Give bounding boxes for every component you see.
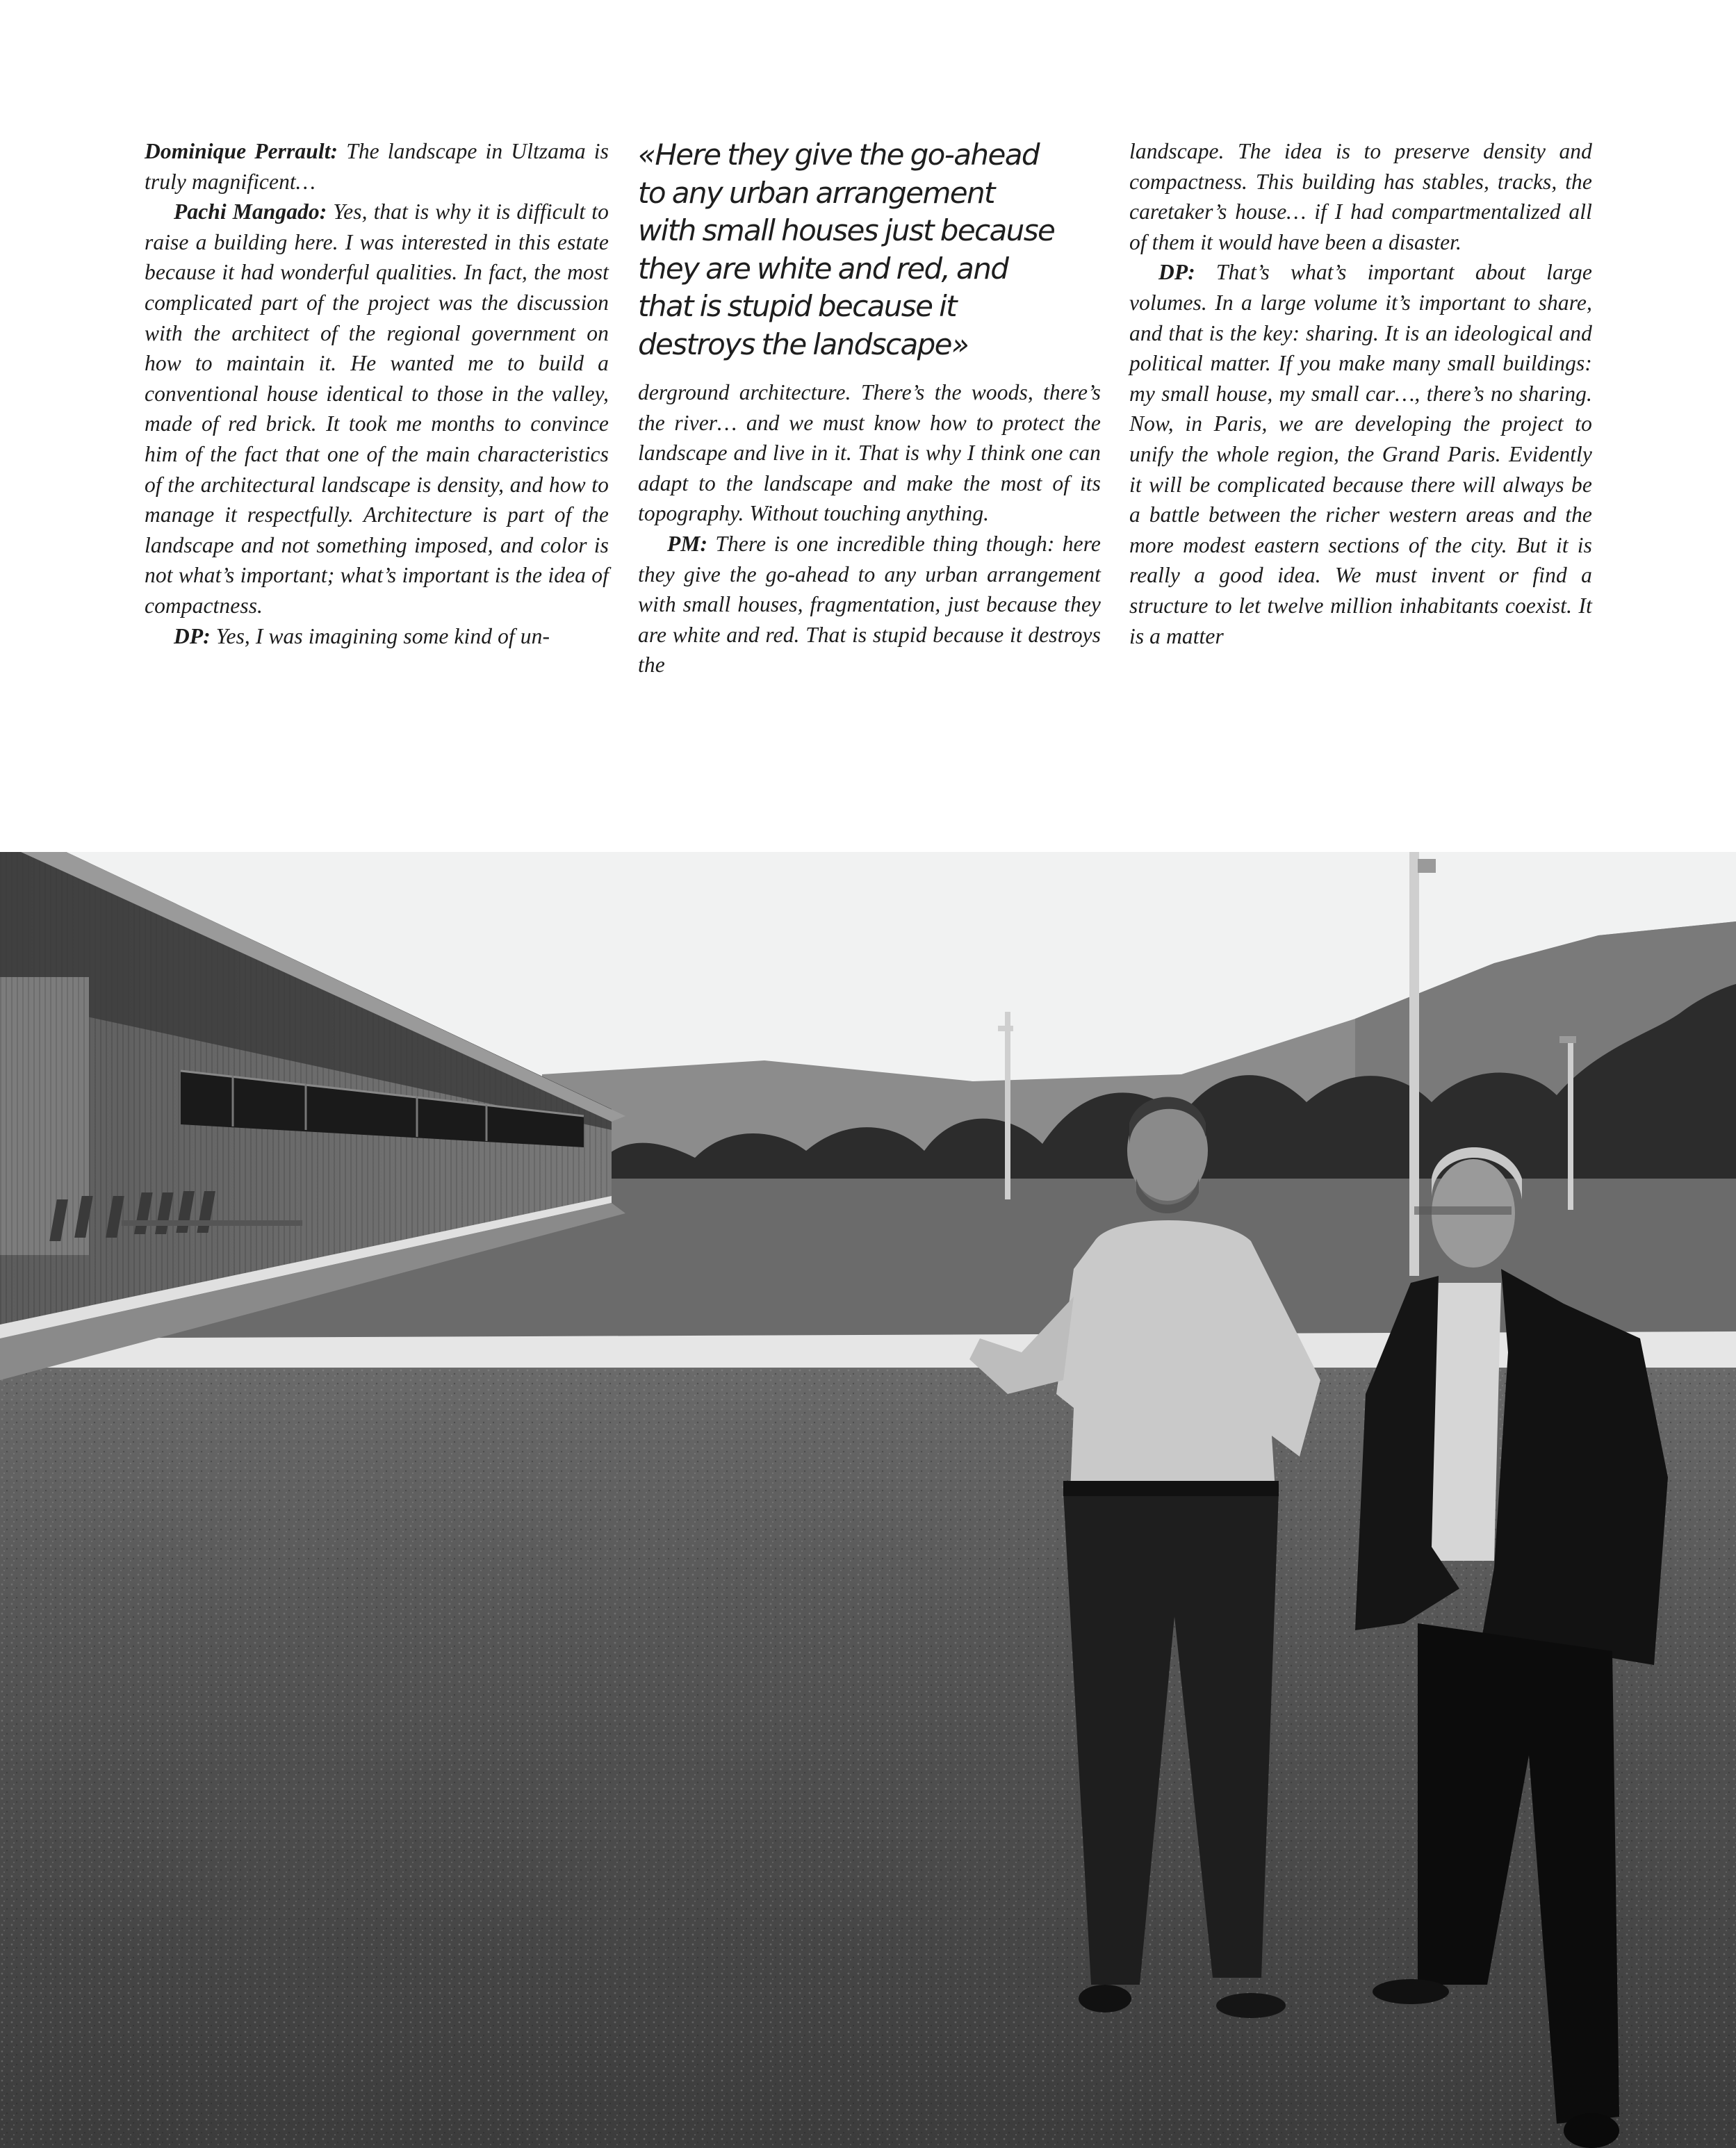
paragraph <box>638 529 1101 680</box>
paragraph-text: Yes, I was imagining some kind of un- <box>210 623 550 648</box>
speaker-name: Pachi Mangado: <box>174 199 327 224</box>
speaker-name: Dominique Perrault: <box>145 139 338 163</box>
text-column-3 <box>1129 136 1592 651</box>
pull-quote-line: that is stupid because it <box>638 289 957 323</box>
photo-illustration <box>0 852 1736 2148</box>
pull-quote-line: «Here they give the go-ahead <box>638 138 1039 172</box>
text-column-1 <box>145 136 609 651</box>
paragraph-text: derground architecture. There’s the woods, there’s the river… and we must know how to protect the landscape and live in it. That is why I think one can adapt to the landscape and make the most of its topography. Without touching anything. <box>638 380 1101 526</box>
paragraph-text: The landscape in Ultzama is truly magnificent… <box>145 139 609 194</box>
speaker-name: DP: <box>174 623 211 648</box>
paragraph-text: landscape. The idea is to preserve density and compactness. This building has stables, tracks, the caretaker’s house… if I had compartmentalized all of them it would have been a disaster. <box>1129 139 1592 254</box>
pull-quote-line: destroys the landscape» <box>638 327 969 361</box>
pull-quote <box>638 136 1101 363</box>
pull-quote-line: to any urban arrangement <box>638 175 994 210</box>
paragraph-text: Yes, that is why it is difficult to raise a building here. I was interested in this estate because it had wonderful qualities. In fact, the most complicated part of the project was the discussion with the architect of the regional government on how to maintain it. He wanted me to build a conventional house identical to those in the valley, made of red brick. It took me months to convince him of the fact that one of the main characteristics of the architectural landscape is density, and how to manage it respectfully. Architecture is part of the landscape and not something imposed, and color is not what’s important; what’s important is the idea of compactness. <box>145 199 609 618</box>
text-column-2 <box>638 136 1101 680</box>
speaker-name: PM: <box>667 531 708 556</box>
speaker-name: DP: <box>1158 260 1195 285</box>
pull-quote-line: they are white and red, and <box>638 251 1008 286</box>
paragraph-text: That’s what’s important about large volumes. In a large volume it’s important to share, and that is the key: sharing. It is an ideological and political matter. If you make many small buildings: my small house, my small car…, there’s no sharing. Now, in Paris, we are developing the project to unify the whole region, the Grand Paris. Evidently it will be complicated because there will always be a battle between the richer western areas and the more modest eastern sections of the city. But it is really a good idea. We must invent or find a structure to let twelve million inhabitants coexist. It is a matter <box>1129 260 1592 648</box>
article-text <box>0 0 1736 852</box>
paragraph <box>145 136 609 197</box>
paragraph <box>145 197 609 621</box>
paragraph <box>145 621 609 652</box>
paragraph <box>638 377 1101 529</box>
pull-quote-line: with small houses just because <box>638 213 1055 247</box>
paragraph <box>1129 257 1592 651</box>
paragraph <box>1129 136 1592 257</box>
photograph <box>0 852 1736 2148</box>
paragraph-text: There is one incredible thing though: here they give the go-ahead to any urban arrangement with small houses, fragmentation, just because they are white and red. That is stupid because it destroys the <box>638 531 1101 678</box>
